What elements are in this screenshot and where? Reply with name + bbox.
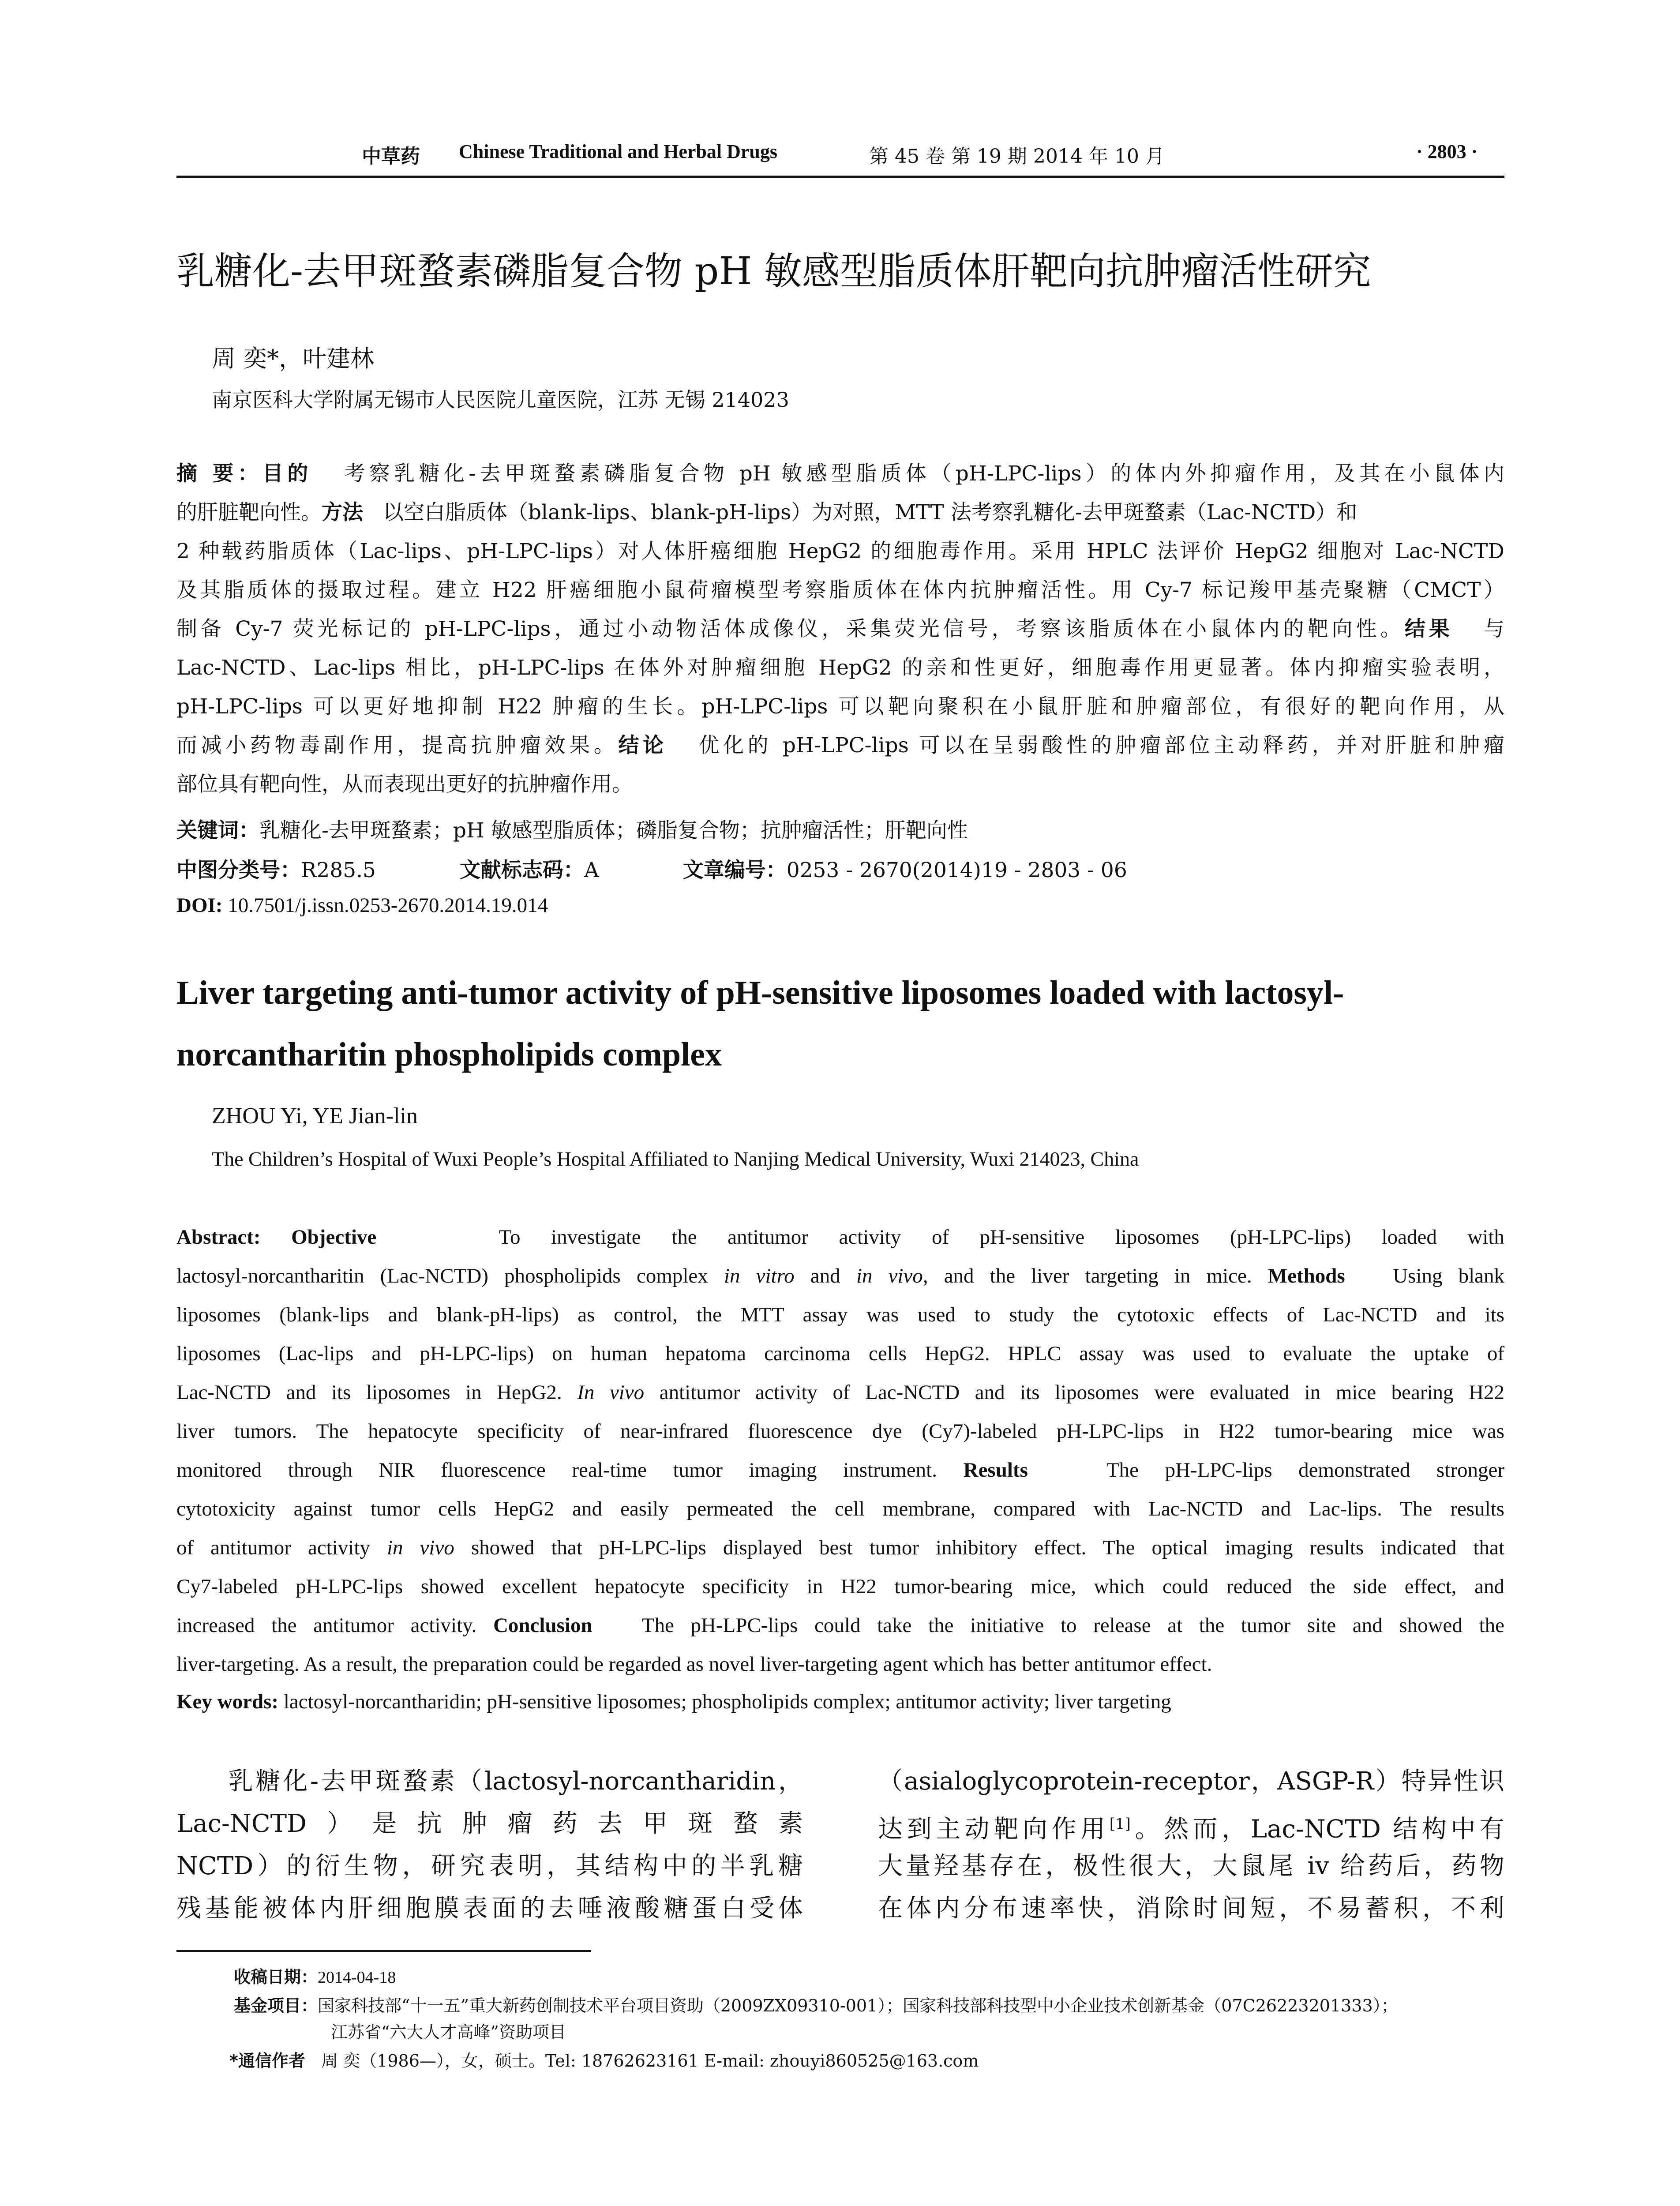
abstract-cn-line: pH-LPC-lips 可以更好地抑制 H22 肿瘤的生长。pH-LPC-lips 可以靶向聚积在小鼠肝脏和肿瘤部位，有很好的靶向作用，从: [176, 694, 1504, 719]
abstract-cn-line: Lac-NCTD、Lac-lips 相比，pH-LPC-lips 在体外对肿瘤细胞 HepG2 的亲和性更好，细胞毒作用更显著。体内抑瘤实验表明，: [176, 656, 1504, 680]
issue-info: 第 45 卷 第 19 期 2014 年 10 月: [869, 145, 1165, 168]
affiliation-en: The Children’s Hospital of Wuxi People’s Hospital Affiliated to Nanjing Medical University, Wuxi 214023, China: [212, 1148, 1139, 1170]
doc-code-label: 文献标志码：: [459, 858, 584, 882]
journal-name-cn: 中草药: [362, 145, 420, 168]
results-label-cn: 结果: [1404, 617, 1453, 641]
doi-line: DOI: 10.7501/j.issn.0253-2670.2014.19.014: [176, 894, 548, 917]
abstract-en-line: cytotoxicity against tumor cells HepG2 and easily permeated the cell membrane, compared with Lac-NCTD and Lac-lips. The results: [176, 1497, 1504, 1520]
doc-code: A: [584, 858, 599, 882]
keywords-cn: 关键词：乳糖化-去甲斑蝥素；pH 敏感型脂质体；磷脂复合物；抗肿瘤活性；肝靶向性: [176, 818, 968, 843]
abstract-en-line: lactosyl-norcantharitin (Lac-NCTD) phospholipids complex in vitro and in vivo, and the liver targeting in mice. Methods Using blank: [176, 1264, 1504, 1287]
header-rule: [176, 176, 1504, 178]
footnote-received: 收稿日期：2014-04-18: [234, 1967, 396, 1987]
article-number: 0253 - 2670(2014)19 - 2803 - 06: [786, 858, 1127, 882]
footnote-corresponding: *通信作者 周 奕（1986—），女，硕士。Tel: 18762623161 E-mail: zhouyi860525@163.com: [229, 2051, 979, 2071]
authors-cn: 周 奕*，叶建林: [212, 345, 375, 372]
abstract-cn-line: 制备 Cy-7 荧光标记的 pH-LPC-lips，通过小动物活体成像仪，采集荧光信号，考察该脂质体在小鼠体内的靶向性。结果 与: [176, 617, 1504, 641]
body-column-right: [878, 1760, 1504, 1930]
journal-name-en: Chinese Traditional and Herbal Drugs: [459, 141, 778, 162]
abstract-en: [176, 1218, 1504, 1684]
abstract-cn-line: 部位具有靶向性，从而表现出更好的抗肿瘤作用。: [176, 772, 633, 796]
doi-link[interactable]: 10.7501/j.issn.0253-2670.2014.19.014: [228, 894, 548, 917]
classification-line: [176, 854, 1127, 883]
running-header: [176, 140, 1504, 167]
abstract-cn-line: 及其脂质体的摄取过程。建立 H22 肝癌细胞小鼠荷瘤模型考察脂质体在体内抗肿瘤活性。用 Cy-7 标记羧甲基壳聚糖（CMCT）: [176, 578, 1504, 602]
body-line: 大量羟基存在，极性很大，大鼠尾 iv 给药后，药物: [878, 1852, 1504, 1880]
body-line: 在体内分布速率快，消除时间短，不易蓄积，不利: [878, 1894, 1504, 1923]
title-cn: 乳糖化-去甲斑蝥素磷脂复合物 pH 敏感型脂质体肝靶向抗肿瘤活性研究: [176, 249, 1371, 293]
abstract-en-line: liposomes (Lac-lips and pH-LPC-lips) on human hepatoma carcinoma cells HepG2. HPLC assay was used to evaluate the uptake of: [176, 1342, 1504, 1365]
abstract-en-line: Abstract: Objective To investigate the antitumor activity of pH-sensitive liposomes (pH-LPC-lips) loaded with: [176, 1226, 1504, 1249]
keywords-en: Key words: lactosyl-norcantharidin; pH-sensitive liposomes; phospholipids complex; antitumor activity; liver targeting: [176, 1690, 1171, 1713]
body-line: 乳糖化-去甲斑蝥素（lactosyl-norcantharidin，: [226, 1767, 803, 1796]
body-column-left: [176, 1760, 803, 1930]
methods-label-cn: 方法: [322, 500, 363, 525]
title-en: Liver targeting anti-tumor activity of pH-sensitive liposomes loaded with lactosyl-norcantharitin phospholipids complex: [176, 974, 1344, 1073]
body-line: NCTD）的衍生物，研究表明，其结构中的半乳糖: [176, 1852, 803, 1880]
clc-code: R285.5: [301, 858, 376, 882]
abstract-en-line: liposomes (blank-lips and blank-pH-lips) as control, the MTT assay was used to study the cytotoxic effects of Lac-NCTD and its: [176, 1303, 1504, 1326]
article-number-label: 文章编号：: [682, 858, 787, 882]
abstract-cn-line: 摘 要：目的 考察乳糖化-去甲斑蝥素磷脂复合物 pH 敏感型脂质体（pH-LPC-lips）的体内外抑瘤作用，及其在小鼠体内: [176, 461, 1504, 486]
affiliation-cn: 南京医科大学附属无锡市人民医院儿童医院，江苏 无锡 214023: [212, 388, 789, 412]
body-line: 达到主动靶向作用[1]。然而，Lac-NCTD 结构中有: [878, 1815, 1504, 1844]
abstract-en-line: of antitumor activity in vivo showed that pH-LPC-lips displayed best tumor inhibitory effect. The optical imaging results indicated that: [176, 1536, 1504, 1559]
abstract-en-line: monitored through NIR fluorescence real-time tumor imaging instrument. Results The pH-LPC-lips demonstrated stronger: [176, 1459, 1504, 1482]
abstract-en-line: liver tumors. The hepatocyte specificity of near-infrared fluorescence dye (Cy7)-labeled pH-LPC-lips in H22 tumor-bearing mice was: [176, 1420, 1504, 1443]
conclusion-label-cn: 结论: [618, 733, 668, 758]
citation-ref[interactable]: [1]: [1109, 1815, 1131, 1833]
objective-label-cn: 目的: [262, 461, 312, 486]
body-line: （asialoglycoprotein-receptor，ASGP-R）特异性识: [878, 1767, 1504, 1796]
abstract-en-line: liver-targeting. As a result, the preparation could be regarded as novel liver-targeting agent which has better antitumor effect.: [176, 1653, 1212, 1676]
abstract-en-line: Cy7-labeled pH-LPC-lips showed excellent hepatocyte specificity in H22 tumor-bearing mice, which could reduced the side effect, and: [176, 1575, 1504, 1598]
abstract-cn-line: 的肝脏靶向性。方法 以空白脂质体（blank-lips、blank-pH-lips）为对照，MTT 法考察乳糖化-去甲斑蝥素（Lac-NCTD）和: [176, 500, 1358, 525]
footnote-rule: [176, 1950, 591, 1952]
footnote-fund-cont: 江苏省“六大人才高峰”资助项目: [331, 2022, 566, 2042]
abstract-cn-label: 摘 要：: [176, 461, 262, 486]
body-line: Lac-NCTD）是抗肿瘤药去甲斑蝥素: [176, 1809, 803, 1838]
abstract-en-line: Lac-NCTD and its liposomes in HepG2. In vivo antitumor activity of Lac-NCTD and its liposomes were evaluated in mice bearing H22: [176, 1381, 1504, 1404]
abstract-cn-line: 2 种载药脂质体（Lac-lips、pH-LPC-lips）对人体肝癌细胞 HepG2 的细胞毒作用。采用 HPLC 法评价 HepG2 细胞对 Lac-NCTD: [176, 539, 1504, 563]
authors-en: ZHOU Yi, YE Jian-lin: [212, 1103, 418, 1129]
footnote-fund: 基金项目：国家科技部“十一五”重大新药创制技术平台项目资助（2009ZX09310-001）；国家科技部科技型中小企业技术创新基金（07C26223201333）；: [234, 1996, 1398, 2015]
abstract-cn: [176, 454, 1504, 804]
body-line: 残基能被体内肝细胞膜表面的去唾液酸糖蛋白受体: [176, 1894, 803, 1923]
abstract-cn-line: 而减小药物毒副作用，提高抗肿瘤效果。结论 优化的 pH-LPC-lips 可以在呈弱酸性的肿瘤部位主动释药，并对肝脏和肿瘤: [176, 733, 1504, 758]
abstract-en-line: increased the antitumor activity. Conclusion The pH-LPC-lips could take the initiative to release at the tumor site and showed the: [176, 1614, 1504, 1637]
page-number: · 2803 ·: [1416, 141, 1478, 162]
clc-label: 中图分类号：: [176, 858, 301, 882]
